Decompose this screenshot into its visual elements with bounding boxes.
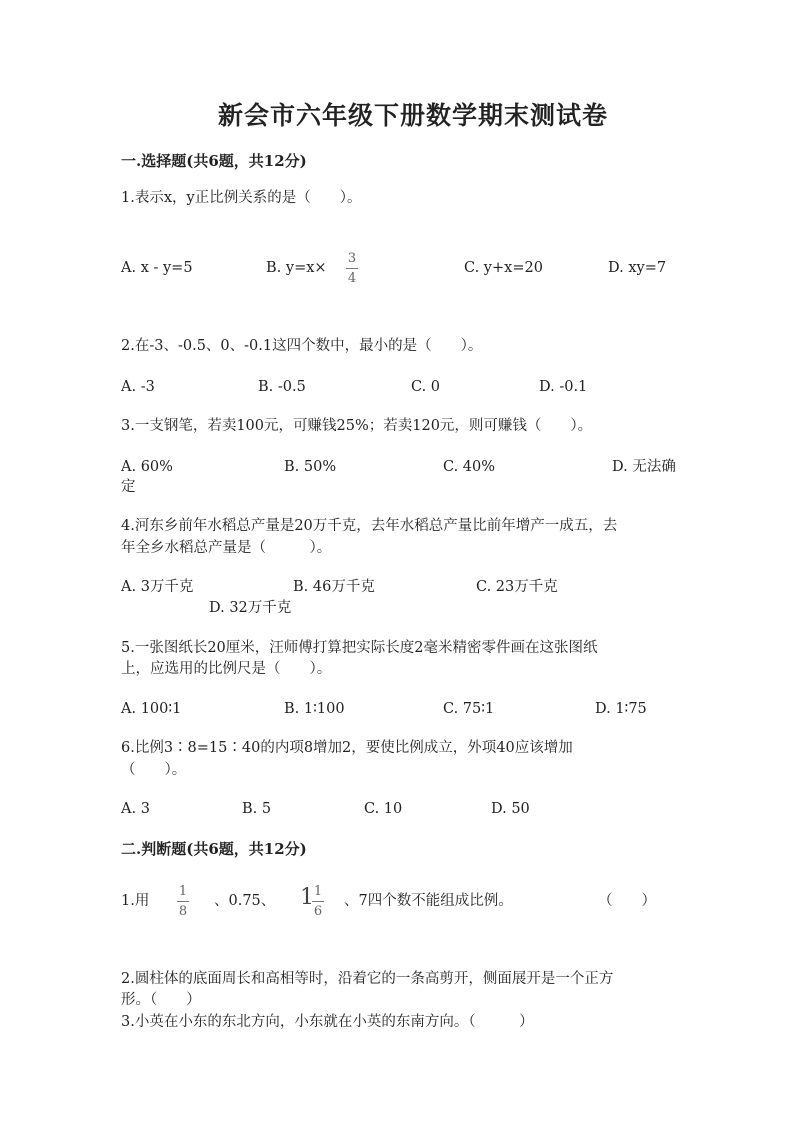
section-1-heading: 一.选择题(共6题，共12分) (121, 152, 307, 170)
fraction-denominator: 6 (313, 904, 323, 919)
question-2-1-middle: 、0.75、 (214, 893, 276, 909)
option-d[interactable]: D. 32万千克 (209, 600, 292, 616)
question-1-4-stem-line2: 年全乡水稻总产量是（ ）。 (121, 540, 332, 556)
section-2-heading: 二.判断题(共6题，共12分) (121, 840, 307, 858)
page-title: 新会市六年级下册数学期末测试卷 (218, 101, 609, 130)
option-c[interactable]: C. 23万千克 (476, 579, 558, 595)
question-2-2-stem-line1: 2.圆柱体的底面周长和高相等时，沿着它的一条高剪开，侧面展开是一个正方 (121, 971, 614, 987)
fraction-three-quarters (346, 252, 358, 285)
option-b[interactable]: B. 50% (284, 459, 337, 475)
option-c[interactable]: C. y+x=20 (464, 260, 543, 276)
question-2-1-suffix: 、7四个数不能组成比例。 (344, 893, 513, 909)
option-b[interactable]: B. 5 (242, 801, 272, 817)
fraction-bar (177, 901, 189, 902)
question-2-1-prefix: 1.用 (121, 893, 150, 909)
option-a[interactable]: A. 60% (121, 459, 173, 475)
fraction-bar (312, 901, 324, 902)
option-d-wrap: 定 (121, 479, 136, 495)
option-a[interactable]: A. 100∶1 (121, 701, 182, 717)
question-2-3-stem: 3.小英在小东的东北方向，小东就在小英的东南方向。（ ） (121, 1014, 534, 1030)
option-d[interactable]: D. xy=7 (608, 260, 667, 276)
option-a[interactable]: A. 3万千克 (121, 579, 194, 595)
option-b[interactable]: B. 1∶100 (284, 701, 345, 717)
option-d[interactable]: D. 50 (491, 801, 530, 817)
mixed-number-fraction (312, 885, 324, 918)
option-d[interactable]: D. -0.1 (539, 379, 588, 395)
fraction-bar (346, 268, 358, 269)
option-c[interactable]: C. 40% (443, 459, 496, 475)
fraction-numerator: 1 (178, 884, 188, 899)
question-2-2-stem-line2: 形。（ ） (121, 992, 201, 1008)
question-1-5-stem-line1: 5.一张图纸长20厘米，汪师傅打算把实际长度2毫米精密零件画在这张图纸 (121, 640, 598, 656)
option-a[interactable]: A. -3 (121, 379, 155, 395)
option-a[interactable]: A. 3 (121, 801, 150, 817)
question-1-2-stem: 2.在-3、-0.5、0、-0.1这四个数中，最小的是（ ）。 (121, 338, 483, 354)
fraction-denominator: 8 (178, 904, 188, 919)
question-1-4-stem-line1: 4.河东乡前年水稻总产量是20万千克，去年水稻总产量比前年增产一成五，去 (121, 518, 618, 534)
fraction-numerator: 1 (313, 884, 323, 899)
option-b[interactable]: B. -0.5 (258, 379, 306, 395)
option-b[interactable]: B. 46万千克 (293, 579, 375, 595)
question-1-6-stem-line2: （ ）。 (121, 762, 187, 778)
mixed-number-whole: 1 (300, 885, 314, 910)
option-a[interactable]: A. x - y=5 (121, 260, 193, 276)
option-c[interactable]: C. 0 (411, 379, 441, 395)
fraction-numerator: 3 (347, 251, 357, 266)
question-1-6-stem-line1: 6.比例3∶8=15∶40的内项8增加2，要使比例成立，外项40应该增加 (121, 740, 573, 756)
option-b[interactable]: B. y=x× (266, 260, 327, 276)
fraction-one-eighth (177, 885, 189, 918)
question-1-3-stem: 3.一支钢笔，若卖100元，可赚钱25%；若卖120元，则可赚钱（ ）。 (121, 418, 593, 434)
option-c[interactable]: C. 75∶1 (443, 701, 495, 717)
option-d[interactable]: D. 1∶75 (595, 701, 647, 717)
question-1-5-stem-line2: 上，应选用的比例尺是（ ）。 (121, 661, 332, 677)
option-c[interactable]: C. 10 (364, 801, 403, 817)
answer-paren[interactable]: （ ） (598, 893, 656, 909)
option-d[interactable]: D. 无法确 (612, 459, 676, 475)
fraction-denominator: 4 (347, 271, 357, 286)
question-1-1-stem: 1.表示x，y正比例关系的是（ ）。 (121, 190, 362, 206)
